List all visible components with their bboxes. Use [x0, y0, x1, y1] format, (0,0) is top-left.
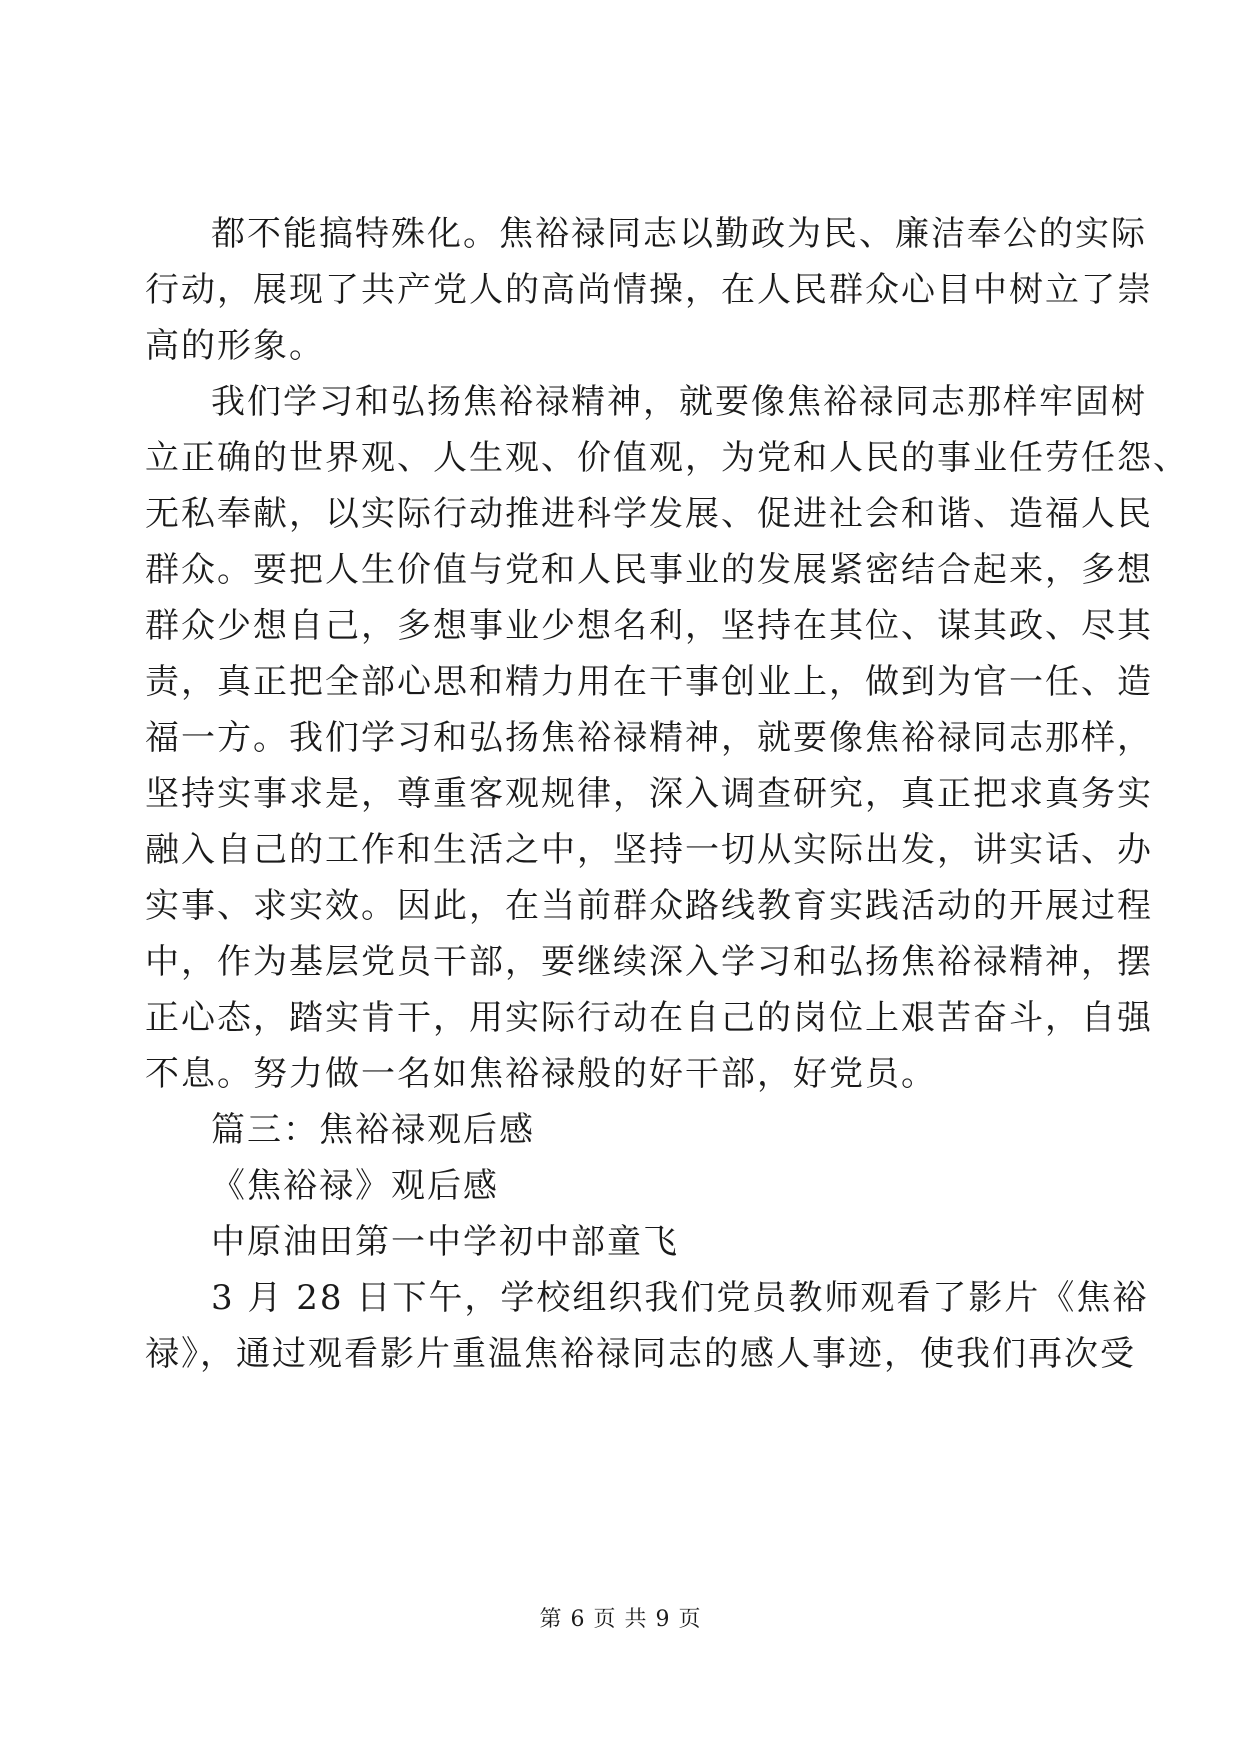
body-text-line: 群众少想自己，多想事业少想名利，坚持在其位、谋其政、尽其 — [145, 606, 1153, 646]
body-text-line: 不息。努力做一名如焦裕禄般的好干部，好党员。 — [145, 1054, 937, 1094]
page-number-footer: 第 6 页 共 9 页 — [539, 1607, 702, 1632]
body-text-line: 坚持实事求是，尊重客观规律，深入调查研究，真正把求真务实 — [145, 774, 1153, 814]
body-text-line: 实事、求实效。因此，在当前群众路线教育实践活动的开展过程 — [145, 886, 1153, 926]
body-text-line: 群众。要把人生价值与党和人民事业的发展紧密结合起来，多想 — [145, 550, 1153, 590]
section-heading: 篇三：焦裕禄观后感 — [211, 1110, 535, 1150]
body-text-line: 中，作为基层党员干部，要继续深入学习和弘扬焦裕禄精神，摆 — [145, 942, 1153, 982]
author-line: 中原油田第一中学初中部童飞 — [211, 1222, 679, 1262]
body-text-line: 3 月 28 日下午，学校组织我们党员教师观看了影片《焦裕 — [211, 1278, 1149, 1318]
body-text-line: 融入自己的工作和生活之中，坚持一切从实际出发，讲实话、办 — [145, 830, 1153, 870]
body-text-line: 福一方。我们学习和弘扬焦裕禄精神，就要像焦裕禄同志那样， — [145, 718, 1153, 758]
body-text-line: 都不能搞特殊化。焦裕禄同志以勤政为民、廉洁奉公的实际 — [211, 214, 1147, 254]
body-text-line: 我们学习和弘扬焦裕禄精神，就要像焦裕禄同志那样牢固树 — [211, 382, 1147, 422]
body-text-line: 行动，展现了共产党人的高尚情操，在人民群众心目中树立了崇 — [145, 270, 1153, 310]
body-text-line: 立正确的世界观、人生观、价值观，为党和人民的事业任劳任怨、 — [145, 438, 1189, 478]
body-text-line: 无私奉献，以实际行动推进科学发展、促进社会和谐、造福人民 — [145, 494, 1153, 534]
body-text-line: 正心态，踏实肯干，用实际行动在自己的岗位上艰苦奋斗，自强 — [145, 998, 1153, 1038]
body-text-line: 禄》，通过观看影片重温焦裕禄同志的感人事迹，使我们再次受 — [145, 1334, 1136, 1374]
body-text-line: 高的形象。 — [145, 326, 325, 366]
article-title: 《焦裕禄》观后感 — [211, 1166, 499, 1206]
body-text-line: 责，真正把全部心思和精力用在干事创业上，做到为官一任、造 — [145, 662, 1153, 702]
